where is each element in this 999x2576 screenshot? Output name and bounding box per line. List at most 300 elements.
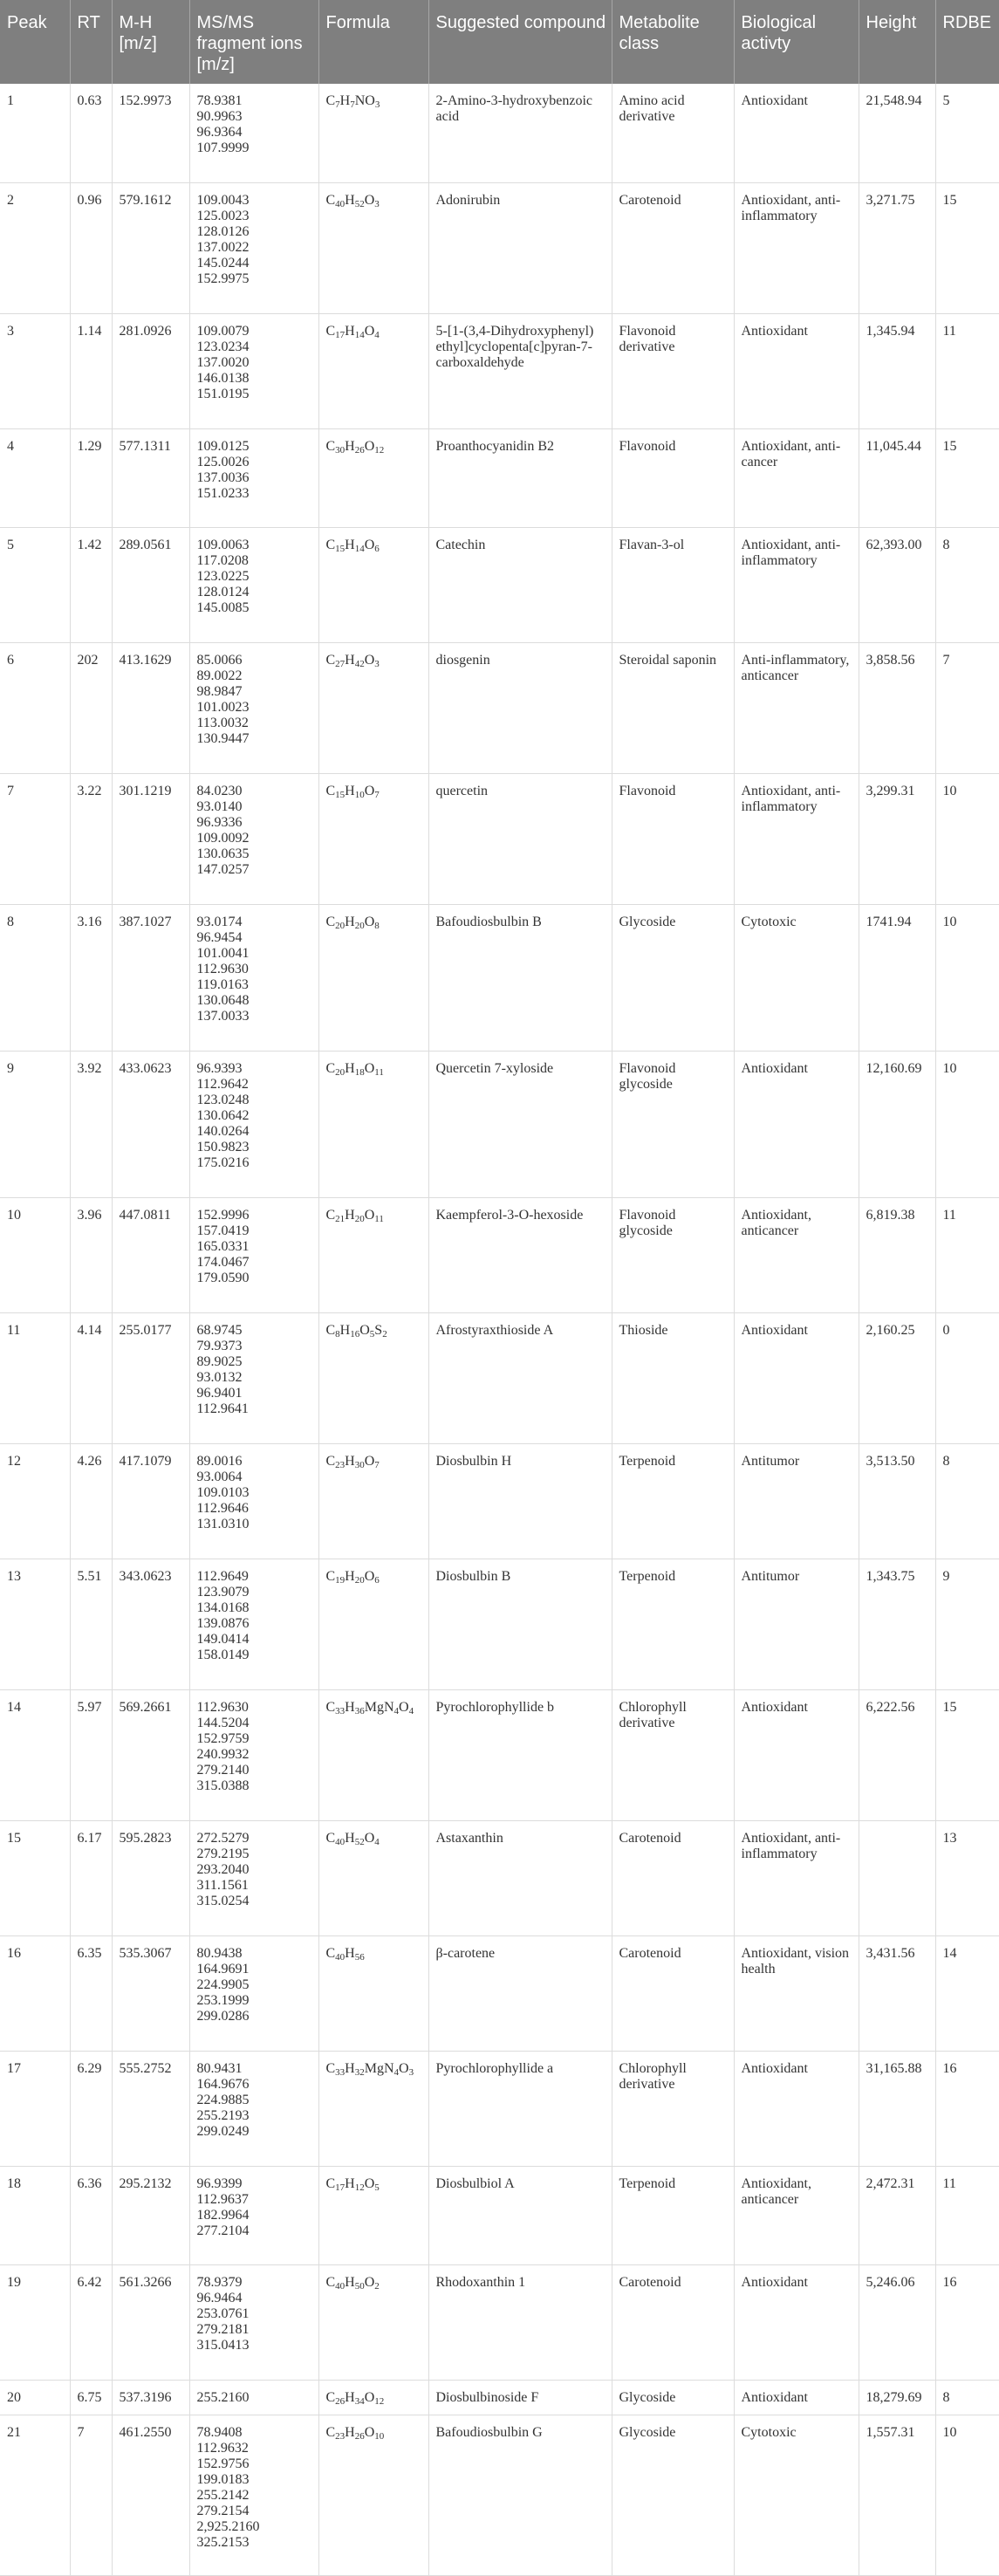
fragment-ion: 182.9964 (196, 2207, 250, 2223)
fragment-ion: 112.9642 (196, 1076, 249, 1092)
fragment-ion: 96.9336 (196, 814, 243, 830)
cell-rdbe: 14 (935, 1935, 999, 2051)
cell-formula (318, 428, 428, 527)
fragment-ion: 253.0761 (196, 2305, 250, 2321)
fragment-ion: 255.2160 (196, 2389, 250, 2405)
cell-activity: Antioxidant (734, 1312, 859, 1443)
formula-subscript: 20 (335, 1066, 346, 1078)
cell-activity: Antioxidant, anti-cancer (734, 428, 859, 527)
formula-element: O (359, 1322, 370, 1338)
cell-formula (318, 2264, 428, 2380)
cell-activity: Cytotoxic (734, 2415, 859, 2575)
fragment-ion: 325.2153 (196, 2534, 250, 2550)
cell-compound: Catechin (428, 527, 612, 642)
cell-peak: 1 (0, 84, 70, 182)
formula-element: C (325, 1453, 336, 1469)
formula-element: O (364, 323, 375, 339)
cell-peak: 15 (0, 1820, 70, 1935)
cell-activity: Antioxidant (734, 313, 859, 428)
formula-subscript: 14 (354, 329, 365, 340)
cell-rt: 3.92 (70, 1051, 112, 1197)
fragment-ion: 199.0183 (196, 2471, 250, 2487)
cell-fragments (189, 2166, 318, 2264)
cell-peak: 13 (0, 1559, 70, 1689)
fragment-ion: 279.2195 (196, 1846, 250, 1861)
cell-mh: 255.0177 (112, 1312, 189, 1443)
formula-subscript: 36 (354, 1705, 365, 1716)
formula-element: C (325, 93, 336, 108)
fragment-ion: 137.0022 (196, 239, 250, 255)
fragment-ion: 109.0125 (196, 438, 250, 454)
fragment-ion: 109.0063 (196, 537, 250, 552)
cell-mh: 595.2823 (112, 1820, 189, 1935)
cell-compound: Bafoudiosbulbin G (428, 2415, 612, 2575)
cell-formula (318, 1935, 428, 2051)
fragment-ion: 131.0310 (196, 1516, 250, 1531)
cell-height: 31,165.88 (859, 2051, 935, 2166)
formula-element: C (325, 2175, 336, 2191)
formula-subscript: 12 (354, 2182, 365, 2193)
cell-formula (318, 1312, 428, 1443)
cell-mh: 579.1612 (112, 182, 189, 313)
formula-element: O (364, 2175, 375, 2191)
cell-compound: Diosbulbin B (428, 1559, 612, 1689)
formula-subscript: 15 (335, 543, 346, 554)
cell-class: Flavonoid derivative (612, 313, 734, 428)
cell-rdbe: 13 (935, 1820, 999, 1935)
header-rt: RT (70, 0, 112, 84)
cell-height: 3,271.75 (859, 182, 935, 313)
formula-element: H (345, 914, 355, 929)
cell-rt: 4.14 (70, 1312, 112, 1443)
formula-element: H (345, 2060, 355, 2076)
formula-subscript: 3 (408, 2066, 414, 2078)
cell-compound: 2-Amino-3-hydroxybenzoic acid (428, 84, 612, 182)
cell-fragments (189, 1559, 318, 1689)
header-fragments: MS/MS fragment ions [m/z] (189, 0, 318, 84)
table-header (0, 0, 999, 84)
cell-peak: 8 (0, 904, 70, 1051)
formula-element: H (339, 1322, 351, 1338)
cell-rdbe: 10 (935, 2415, 999, 2575)
cell-compound: 5-[1-(3,4-Dihydroxyphenyl) ethyl]cyclopenta[c]pyran-7-carboxaldehyde (428, 313, 612, 428)
fragment-ion: 78.9381 (196, 93, 243, 108)
cell-fragments (189, 1689, 318, 1820)
formula-element: C (325, 1322, 336, 1338)
fragment-ion: 147.0257 (196, 861, 250, 877)
cell-activity: Antioxidant, anticancer (734, 1197, 859, 1312)
fragment-ion: 93.0132 (196, 1369, 243, 1385)
cell-peak: 21 (0, 2415, 70, 2575)
fragment-ion: 98.9847 (196, 683, 243, 699)
cell-activity: Antioxidant (734, 2051, 859, 2166)
cell-fragments (189, 84, 318, 182)
cell-height: 3,299.31 (859, 773, 935, 904)
cell-peak: 19 (0, 2264, 70, 2380)
fragment-ion: 137.0033 (196, 1008, 250, 1024)
formula-subscript: 26 (335, 2395, 346, 2407)
cell-activity: Cytotoxic (734, 904, 859, 1051)
cell-peak: 11 (0, 1312, 70, 1443)
formula-element: O (399, 1699, 409, 1715)
cell-formula (318, 2415, 428, 2575)
header-mh: M-H [m/z] (112, 0, 189, 84)
fragment-ion: 299.0249 (196, 2123, 250, 2139)
fragment-ion: 152.9759 (196, 1730, 250, 1746)
cell-mh: 537.3196 (112, 2380, 189, 2415)
header-compound: Suggested compound (428, 0, 612, 84)
cell-compound: Rhodoxanthin 1 (428, 2264, 612, 2380)
table-row (0, 84, 999, 182)
fragment-ion: 174.0467 (196, 1254, 250, 1270)
fragment-ion: 145.0244 (196, 255, 250, 271)
fragment-ion: 146.0138 (196, 370, 250, 386)
cell-fragments (189, 313, 318, 428)
cell-rt: 1.14 (70, 313, 112, 428)
cell-activity: Antioxidant, anti-inflammatory (734, 773, 859, 904)
cell-class: Chlorophyll derivative (612, 1689, 734, 1820)
cell-rt: 6.35 (70, 1935, 112, 2051)
cell-fragments (189, 1820, 318, 1935)
formula-subscript: 40 (335, 198, 346, 209)
fragment-ion: 151.0195 (196, 386, 250, 401)
formula-subscript: 20 (335, 920, 346, 931)
formula-subscript: 12 (374, 2395, 385, 2407)
fragment-ion: 315.0254 (196, 1893, 250, 1908)
formula-element: O (364, 783, 375, 798)
fragment-ion: 152.9756 (196, 2456, 250, 2471)
cell-formula (318, 1820, 428, 1935)
cell-rdbe: 11 (935, 2166, 999, 2264)
cell-compound: Afrostyraxthioside A (428, 1312, 612, 1443)
cell-compound: Proanthocyanidin B2 (428, 428, 612, 527)
formula-subscript: 5 (369, 1328, 375, 1339)
cell-compound: Bafoudiosbulbin B (428, 904, 612, 1051)
cell-formula (318, 182, 428, 313)
table-body (0, 84, 999, 2575)
cell-mh: 413.1629 (112, 642, 189, 773)
cell-class: Carotenoid (612, 1820, 734, 1935)
fragment-ion: 96.9464 (196, 2290, 243, 2305)
cell-class: Terpenoid (612, 1559, 734, 1689)
cell-height: 5,246.06 (859, 2264, 935, 2380)
cell-formula (318, 2380, 428, 2415)
formula-subscript: 7 (374, 789, 380, 800)
fragment-ion: 165.0331 (196, 1238, 250, 1254)
formula-element: O (364, 537, 375, 552)
cell-rt: 4.26 (70, 1443, 112, 1559)
cell-rdbe: 9 (935, 1559, 999, 1689)
formula-element: H (345, 438, 355, 454)
header-height: Height (859, 0, 935, 84)
cell-peak: 6 (0, 642, 70, 773)
formula-subscript: 4 (374, 329, 380, 340)
formula-element: S (374, 1322, 383, 1338)
cell-height: 1,345.94 (859, 313, 935, 428)
fragment-ion: 80.9438 (196, 1945, 243, 1961)
fragment-ion: 152.9996 (196, 1207, 250, 1223)
cell-rt: 3.22 (70, 773, 112, 904)
cell-height: 1,557.31 (859, 2415, 935, 2575)
cell-mh: 433.0623 (112, 1051, 189, 1197)
cell-fragments (189, 1935, 318, 2051)
formula-element: O (364, 1453, 375, 1469)
fragment-ion: 101.0041 (196, 945, 250, 961)
fragment-ion: 130.0648 (196, 992, 250, 1008)
table-row (0, 2415, 999, 2575)
cell-class: Flavonoid (612, 428, 734, 527)
cell-compound: Astaxanthin (428, 1820, 612, 1935)
formula-element: H (345, 783, 355, 798)
cell-activity: Antioxidant (734, 2264, 859, 2380)
cell-height: 21,548.94 (859, 84, 935, 182)
fragment-ion: 140.0264 (196, 1123, 250, 1139)
fragment-ion: 224.9905 (196, 1977, 250, 1992)
fragment-ion: 277.2104 (196, 2223, 250, 2238)
cell-height: 18,279.69 (859, 2380, 935, 2415)
formula-element: C (325, 192, 336, 208)
cell-activity: Antioxidant (734, 1689, 859, 1820)
cell-formula (318, 527, 428, 642)
cell-mh: 289.0561 (112, 527, 189, 642)
fragment-ion: 80.9431 (196, 2060, 243, 2076)
cell-class: Flavan-3-ol (612, 527, 734, 642)
cell-activity: Antioxidant, anticancer (734, 2166, 859, 2264)
cell-rdbe: 8 (935, 1443, 999, 1559)
cell-activity: Antioxidant (734, 84, 859, 182)
table-row (0, 904, 999, 1051)
fragment-ion: 109.0043 (196, 192, 250, 208)
fragment-ion: 93.0140 (196, 798, 243, 814)
table-row (0, 1051, 999, 1197)
formula-element: H (345, 2274, 355, 2290)
formula-subscript: 11 (374, 1066, 384, 1078)
cell-fragments (189, 2380, 318, 2415)
formula-subscript: 7 (350, 99, 355, 110)
table-row (0, 1935, 999, 2051)
cell-compound: quercetin (428, 773, 612, 904)
fragment-ion: 175.0216 (196, 1154, 250, 1170)
formula-element: O (364, 652, 375, 668)
cell-rdbe: 10 (935, 1051, 999, 1197)
fragment-ion: 109.0103 (196, 1484, 250, 1500)
cell-peak: 2 (0, 182, 70, 313)
cell-mh: 461.2550 (112, 2415, 189, 2575)
cell-compound: Pyrochlorophyllide a (428, 2051, 612, 2166)
fragment-ion: 311.1561 (196, 1877, 249, 1893)
cell-class: Glycoside (612, 2380, 734, 2415)
fragment-ion: 96.9401 (196, 1385, 243, 1401)
formula-element: H (339, 93, 351, 108)
formula-element: C (325, 1699, 336, 1715)
fragment-ion: 151.0233 (196, 485, 250, 501)
table-row (0, 1443, 999, 1559)
cell-formula (318, 313, 428, 428)
cell-compound: Adonirubin (428, 182, 612, 313)
cell-height: 2,472.31 (859, 2166, 935, 2264)
cell-fragments (189, 1443, 318, 1559)
cell-class: Glycoside (612, 2415, 734, 2575)
cell-height: 3,431.56 (859, 1935, 935, 2051)
cell-formula (318, 642, 428, 773)
table-row (0, 313, 999, 428)
cell-rdbe: 8 (935, 527, 999, 642)
cell-fragments (189, 773, 318, 904)
formula-subscript: 34 (354, 2395, 365, 2407)
fragment-ion: 224.9885 (196, 2092, 250, 2107)
cell-activity: Antioxidant (734, 2380, 859, 2415)
cell-class: Amino acid derivative (612, 84, 734, 182)
cell-peak: 12 (0, 1443, 70, 1559)
cell-mh: 281.0926 (112, 313, 189, 428)
cell-peak: 7 (0, 773, 70, 904)
formula-element: C (325, 323, 336, 339)
cell-class: Flavonoid (612, 773, 734, 904)
cell-height: 2,160.25 (859, 1312, 935, 1443)
formula-element: C (325, 537, 336, 552)
fragment-ion: 96.9399 (196, 2175, 243, 2191)
formula-element: O (364, 438, 375, 454)
formula-subscript: 21 (335, 1213, 346, 1224)
fragment-ion: 130.0642 (196, 1107, 250, 1123)
cell-rt: 6.75 (70, 2380, 112, 2415)
fragment-ion: 112.9649 (196, 1568, 249, 1584)
cell-formula (318, 773, 428, 904)
table-row (0, 182, 999, 313)
fragment-ion: 315.0388 (196, 1778, 250, 1793)
cell-height: 12,160.69 (859, 1051, 935, 1197)
cell-compound: diosgenin (428, 642, 612, 773)
cell-compound: Kaempferol-3-O-hexoside (428, 1197, 612, 1312)
formula-subscript: 33 (335, 2066, 346, 2078)
table-row (0, 2051, 999, 2166)
fragment-ion: 158.0149 (196, 1647, 250, 1662)
cell-fragments (189, 1197, 318, 1312)
cell-activity: Antioxidant (734, 1051, 859, 1197)
header-peak: Peak (0, 0, 70, 84)
formula-element: H (345, 2389, 355, 2405)
fragment-ion: 149.0414 (196, 1631, 250, 1647)
fragment-ion: 112.9632 (196, 2440, 249, 2456)
cell-peak: 9 (0, 1051, 70, 1197)
formula-element: O (364, 1207, 375, 1223)
formula-subscript: 30 (354, 1459, 365, 1470)
formula-subscript: 15 (335, 789, 346, 800)
cell-fragments (189, 182, 318, 313)
cell-height: 62,393.00 (859, 527, 935, 642)
fragment-ion: 112.9641 (196, 1401, 249, 1416)
fragment-ion: 315.0413 (196, 2337, 250, 2353)
formula-element: H (345, 1568, 355, 1584)
cell-formula (318, 1197, 428, 1312)
formula-element: C (325, 2389, 336, 2405)
cell-class: Chlorophyll derivative (612, 2051, 734, 2166)
cell-fragments (189, 2264, 318, 2380)
formula-element: O (364, 1568, 375, 1584)
cell-formula (318, 1051, 428, 1197)
formula-element: C (325, 1060, 336, 1076)
cell-peak: 14 (0, 1689, 70, 1820)
cell-formula (318, 2051, 428, 2166)
table-row (0, 527, 999, 642)
formula-subscript: 23 (335, 2430, 346, 2442)
fragment-ion: 299.0286 (196, 2008, 250, 2024)
cell-rt: 5.51 (70, 1559, 112, 1689)
formula-element: C (325, 2424, 336, 2440)
formula-subscript: 40 (335, 2280, 346, 2292)
fragment-ion: 2,925.2160 (196, 2518, 260, 2534)
cell-rdbe: 15 (935, 1689, 999, 1820)
fragment-ion: 112.9630 (196, 1699, 249, 1715)
formula-element: MgN (364, 1699, 394, 1715)
formula-element: NO (354, 93, 375, 108)
cell-class: Flavonoid glycoside (612, 1051, 734, 1197)
fragment-ion: 78.9408 (196, 2424, 243, 2440)
formula-element: H (345, 1060, 355, 1076)
cell-formula (318, 1689, 428, 1820)
cell-rdbe: 10 (935, 773, 999, 904)
fragment-ion: 93.0064 (196, 1469, 243, 1484)
fragment-ion: 145.0085 (196, 599, 250, 615)
cell-height: 11,045.44 (859, 428, 935, 527)
fragment-ion: 89.0016 (196, 1453, 243, 1469)
cell-mh: 447.0811 (112, 1197, 189, 1312)
cell-peak: 10 (0, 1197, 70, 1312)
formula-element: H (345, 2424, 355, 2440)
formula-element: H (345, 652, 355, 668)
formula-subscript: 52 (354, 198, 365, 209)
formula-subscript: 5 (374, 2182, 380, 2193)
cell-mh: 535.3067 (112, 1935, 189, 2051)
formula-subscript: 12 (374, 444, 385, 456)
cell-compound: Diosbulbinoside F (428, 2380, 612, 2415)
cell-compound: Diosbulbiol A (428, 2166, 612, 2264)
fragment-ion: 128.0124 (196, 584, 250, 599)
formula-subscript: 40 (335, 1836, 346, 1847)
formula-subscript: 42 (354, 658, 365, 669)
cell-mh: 301.1219 (112, 773, 189, 904)
formula-element: O (364, 1830, 375, 1846)
formula-element: C (325, 914, 336, 929)
fragment-ion: 123.0225 (196, 568, 250, 584)
fragment-ion: 123.9079 (196, 1584, 250, 1600)
cell-rdbe: 16 (935, 2051, 999, 2166)
cell-compound: β-carotene (428, 1935, 612, 2051)
cell-peak: 4 (0, 428, 70, 527)
cell-mh: 555.2752 (112, 2051, 189, 2166)
cell-class: Steroidal saponin (612, 642, 734, 773)
cell-mh: 295.2132 (112, 2166, 189, 2264)
fragment-ion: 78.9379 (196, 2274, 243, 2290)
fragment-ion: 240.9932 (196, 1746, 250, 1762)
formula-subscript: 3 (374, 99, 380, 110)
formula-subscript: 4 (393, 2066, 400, 2078)
cell-rt: 0.96 (70, 182, 112, 313)
cell-fragments (189, 428, 318, 527)
fragment-ion: 119.0163 (196, 976, 249, 992)
fragment-ion: 255.2142 (196, 2487, 250, 2503)
formula-subscript: 23 (335, 1459, 346, 1470)
fragment-ion: 272.5279 (196, 1830, 250, 1846)
fragment-ion: 112.9637 (196, 2191, 249, 2207)
cell-mh: 152.9973 (112, 84, 189, 182)
fragment-ion: 112.9630 (196, 961, 249, 976)
formula-subscript: 3 (374, 658, 380, 669)
fragment-ion: 109.0079 (196, 323, 250, 339)
fragment-ion: 109.0092 (196, 830, 250, 846)
table-row (0, 2166, 999, 2264)
fragment-ion: 89.9025 (196, 1353, 243, 1369)
